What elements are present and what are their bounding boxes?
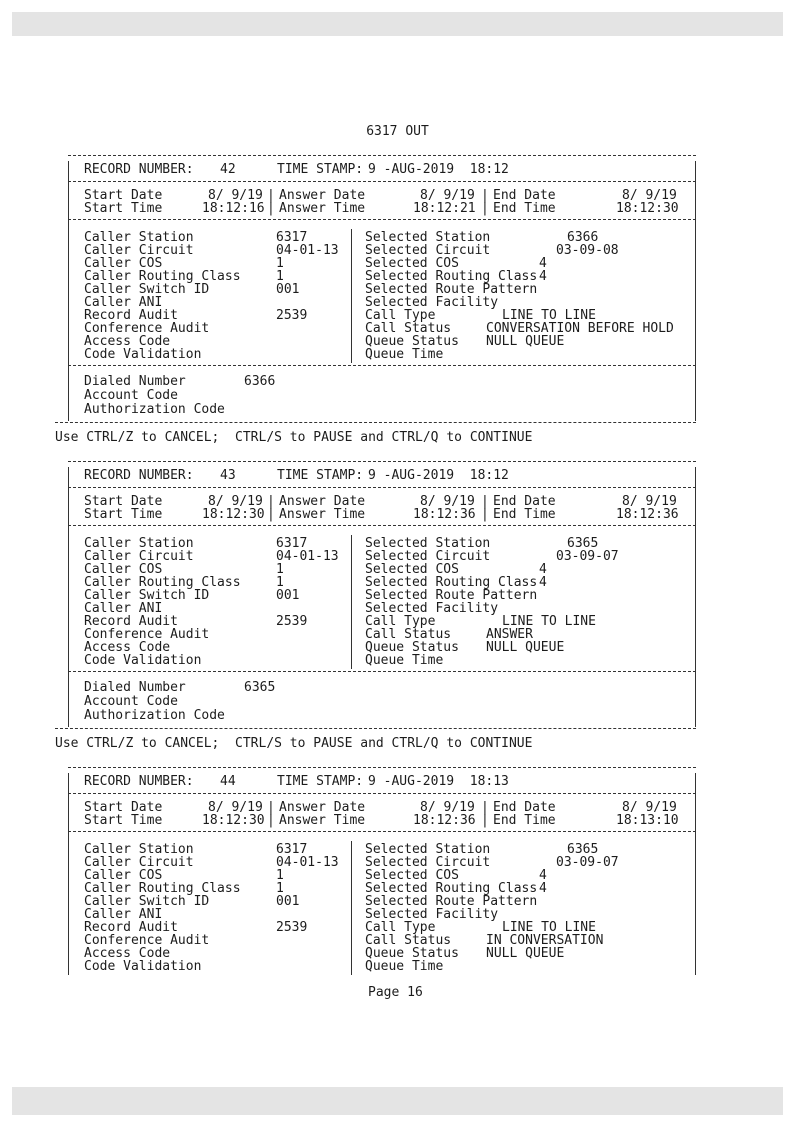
queue-time-label: Queue Time — [365, 959, 444, 974]
record-audit-label: Record Audit — [84, 614, 178, 629]
border-left — [68, 161, 69, 421]
divider — [68, 461, 696, 462]
start-time-label: Start Time — [84, 201, 163, 216]
caller-switch-id-label: Caller Switch ID — [84, 588, 210, 603]
caller-cos-value: 1 — [276, 256, 284, 271]
selected-routing-class-value: 4 — [539, 575, 547, 590]
caller-circuit-label: Caller Circuit — [84, 855, 194, 870]
answer-date-label: Answer Date — [279, 494, 366, 509]
conference-audit-label: Conference Audit — [84, 321, 210, 336]
column-divider — [351, 841, 352, 975]
answer-date-value: 8/ 9/19 — [420, 188, 475, 203]
selected-circuit-label: Selected Circuit — [365, 855, 491, 870]
caller-cos-label: Caller COS — [84, 868, 163, 883]
caller-cos-label: Caller COS — [84, 256, 163, 271]
selected-cos-label: Selected COS — [365, 256, 459, 271]
selected-route-pattern-label: Selected Route Pattern — [365, 894, 538, 909]
selected-circuit-label: Selected Circuit — [365, 243, 491, 258]
caller-station-value: 6317 — [276, 842, 308, 857]
account-code-label: Account Code — [84, 694, 178, 709]
record-number-label: RECORD NUMBER: — [84, 774, 194, 789]
start-time-value: 18:12:30 — [202, 507, 265, 522]
divider — [68, 219, 696, 220]
call-type-label: Call Type — [365, 308, 436, 323]
authorization-code-label: Authorization Code — [84, 402, 225, 417]
call-type-value: LINE TO LINE — [502, 308, 596, 323]
divider — [55, 728, 696, 729]
selected-cos-value: 4 — [539, 256, 547, 271]
column-separator: | — [267, 507, 275, 522]
end-time-label: End Time — [493, 201, 556, 216]
record-number-value: 42 — [220, 162, 236, 177]
selected-routing-class-value: 4 — [539, 881, 547, 896]
caller-routing-class-label: Caller Routing Class — [84, 269, 241, 284]
selected-routing-class-value: 4 — [539, 269, 547, 284]
time-stamp-label: TIME STAMP: — [277, 468, 364, 483]
call-status-value: ANSWER — [486, 627, 533, 642]
caller-circuit-value: 04-01-13 — [276, 243, 339, 258]
end-date-value: 8/ 9/19 — [622, 494, 677, 509]
border-left — [68, 467, 69, 727]
queue-time-label: Queue Time — [365, 653, 444, 668]
column-separator: | — [267, 813, 275, 828]
selected-route-pattern-label: Selected Route Pattern — [365, 282, 538, 297]
caller-cos-value: 1 — [276, 562, 284, 577]
end-date-value: 8/ 9/19 — [622, 800, 677, 815]
time-stamp-label: TIME STAMP: — [277, 774, 364, 789]
caller-station-label: Caller Station — [84, 536, 194, 551]
call-status-label: Call Status — [365, 627, 452, 642]
caller-circuit-label: Caller Circuit — [84, 243, 194, 258]
page-title: 6317 OUT — [366, 124, 429, 139]
queue-status-label: Queue Status — [365, 946, 459, 961]
record-number-value: 43 — [220, 468, 236, 483]
caller-ani-label: Caller ANI — [84, 601, 163, 616]
queue-status-value: NULL QUEUE — [486, 640, 565, 655]
start-date-label: Start Date — [84, 188, 163, 203]
selected-circuit-value: 03-09-07 — [556, 549, 619, 564]
conference-audit-label: Conference Audit — [84, 933, 210, 948]
end-date-label: End Date — [493, 800, 556, 815]
queue-time-label: Queue Time — [365, 347, 444, 362]
time-stamp-value: 9 -AUG-2019 18:12 — [368, 162, 509, 177]
column-separator: | — [267, 188, 275, 203]
end-date-value: 8/ 9/19 — [622, 188, 677, 203]
time-stamp-value: 9 -AUG-2019 18:13 — [368, 774, 509, 789]
call-record — [68, 767, 696, 979]
caller-switch-id-value: 001 — [276, 894, 300, 909]
control-prompt: Use CTRL/Z to CANCEL; CTRL/S to PAUSE and CTRL/Q to CONTINUE — [55, 430, 533, 445]
selected-station-label: Selected Station — [365, 536, 491, 551]
queue-status-label: Queue Status — [365, 334, 459, 349]
start-date-value: 8/ 9/19 — [208, 188, 263, 203]
answer-time-label: Answer Time — [279, 201, 366, 216]
selected-cos-label: Selected COS — [365, 562, 459, 577]
selected-station-label: Selected Station — [365, 230, 491, 245]
caller-routing-class-value: 1 — [276, 881, 284, 896]
column-divider — [351, 229, 352, 363]
caller-ani-label: Caller ANI — [84, 907, 163, 922]
conference-audit-label: Conference Audit — [84, 627, 210, 642]
dialed-number-label: Dialed Number — [84, 680, 186, 695]
call-type-label: Call Type — [365, 920, 436, 935]
selected-facility-label: Selected Facility — [365, 601, 499, 616]
caller-station-label: Caller Station — [84, 230, 194, 245]
answer-time-value: 18:12:21 — [413, 201, 476, 216]
queue-status-label: Queue Status — [365, 640, 459, 655]
call-status-value: CONVERSATION BEFORE HOLD — [486, 321, 674, 336]
selected-cos-value: 4 — [539, 562, 547, 577]
caller-routing-class-label: Caller Routing Class — [84, 881, 241, 896]
dialed-number-value: 6366 — [244, 374, 276, 389]
scan-bottom-margin — [12, 1087, 783, 1115]
selected-route-pattern-label: Selected Route Pattern — [365, 588, 538, 603]
end-time-value: 18:13:10 — [616, 813, 679, 828]
border-right — [695, 161, 696, 421]
call-status-label: Call Status — [365, 321, 452, 336]
queue-status-value: NULL QUEUE — [486, 334, 565, 349]
answer-date-label: Answer Date — [279, 188, 366, 203]
caller-switch-id-label: Caller Switch ID — [84, 894, 210, 909]
caller-station-label: Caller Station — [84, 842, 194, 857]
caller-ani-label: Caller ANI — [84, 295, 163, 310]
selected-facility-label: Selected Facility — [365, 907, 499, 922]
start-time-value: 18:12:30 — [202, 813, 265, 828]
divider — [68, 181, 696, 182]
call-record — [68, 155, 696, 421]
border-left — [68, 773, 69, 975]
dialed-number-label: Dialed Number — [84, 374, 186, 389]
record-number-label: RECORD NUMBER: — [84, 162, 194, 177]
answer-time-label: Answer Time — [279, 507, 366, 522]
record-audit-label: Record Audit — [84, 308, 178, 323]
caller-routing-class-label: Caller Routing Class — [84, 575, 241, 590]
code-validation-label: Code Validation — [84, 959, 202, 974]
selected-routing-class-label: Selected Routing Class — [365, 575, 538, 590]
answer-date-label: Answer Date — [279, 800, 366, 815]
start-time-label: Start Time — [84, 507, 163, 522]
column-separator: | — [481, 800, 489, 815]
end-date-label: End Date — [493, 494, 556, 509]
start-date-label: Start Date — [84, 800, 163, 815]
column-separator: | — [481, 201, 489, 216]
column-separator: | — [481, 507, 489, 522]
caller-cos-label: Caller COS — [84, 562, 163, 577]
control-prompt: Use CTRL/Z to CANCEL; CTRL/S to PAUSE and CTRL/Q to CONTINUE — [55, 736, 533, 751]
selected-facility-label: Selected Facility — [365, 295, 499, 310]
selected-routing-class-label: Selected Routing Class — [365, 269, 538, 284]
caller-station-value: 6317 — [276, 536, 308, 551]
call-type-value: LINE TO LINE — [502, 920, 596, 935]
caller-routing-class-value: 1 — [276, 269, 284, 284]
call-status-label: Call Status — [365, 933, 452, 948]
scan-top-margin — [12, 12, 783, 36]
access-code-label: Access Code — [84, 946, 171, 961]
selected-circuit-label: Selected Circuit — [365, 549, 491, 564]
end-time-label: End Time — [493, 813, 556, 828]
start-date-label: Start Date — [84, 494, 163, 509]
divider — [68, 365, 696, 366]
dialed-number-value: 6365 — [244, 680, 276, 695]
start-date-value: 8/ 9/19 — [208, 494, 263, 509]
caller-switch-id-value: 001 — [276, 588, 300, 603]
column-separator: | — [481, 813, 489, 828]
column-separator: | — [481, 494, 489, 509]
column-separator: | — [267, 800, 275, 815]
end-time-value: 18:12:30 — [616, 201, 679, 216]
divider — [68, 155, 696, 156]
record-audit-value: 2539 — [276, 308, 308, 323]
access-code-label: Access Code — [84, 640, 171, 655]
border-right — [695, 467, 696, 727]
answer-time-value: 18:12:36 — [413, 813, 476, 828]
divider — [68, 793, 696, 794]
record-number-value: 44 — [220, 774, 236, 789]
column-separator: | — [481, 188, 489, 203]
call-type-value: LINE TO LINE — [502, 614, 596, 629]
selected-station-value: 6365 — [567, 842, 599, 857]
record-number-label: RECORD NUMBER: — [84, 468, 194, 483]
call-type-label: Call Type — [365, 614, 436, 629]
divider — [68, 831, 696, 832]
border-right — [695, 773, 696, 975]
call-status-value: IN CONVERSATION — [486, 933, 604, 948]
selected-cos-label: Selected COS — [365, 868, 459, 883]
time-stamp-label: TIME STAMP: — [277, 162, 364, 177]
selected-circuit-value: 03-09-07 — [556, 855, 619, 870]
caller-routing-class-value: 1 — [276, 575, 284, 590]
selected-routing-class-label: Selected Routing Class — [365, 881, 538, 896]
page-number: Page 16 — [368, 985, 423, 1000]
code-validation-label: Code Validation — [84, 347, 202, 362]
time-stamp-value: 9 -AUG-2019 18:12 — [368, 468, 509, 483]
divider — [68, 767, 696, 768]
selected-station-value: 6366 — [567, 230, 599, 245]
start-date-value: 8/ 9/19 — [208, 800, 263, 815]
selected-circuit-value: 03-09-08 — [556, 243, 619, 258]
column-separator: | — [267, 201, 275, 216]
end-date-label: End Date — [493, 188, 556, 203]
answer-date-value: 8/ 9/19 — [420, 800, 475, 815]
answer-time-value: 18:12:36 — [413, 507, 476, 522]
code-validation-label: Code Validation — [84, 653, 202, 668]
selected-station-label: Selected Station — [365, 842, 491, 857]
caller-switch-id-value: 001 — [276, 282, 300, 297]
call-record — [68, 461, 696, 727]
selected-station-value: 6365 — [567, 536, 599, 551]
answer-date-value: 8/ 9/19 — [420, 494, 475, 509]
divider — [68, 525, 696, 526]
record-audit-value: 2539 — [276, 920, 308, 935]
account-code-label: Account Code — [84, 388, 178, 403]
access-code-label: Access Code — [84, 334, 171, 349]
answer-time-label: Answer Time — [279, 813, 366, 828]
start-time-label: Start Time — [84, 813, 163, 828]
caller-circuit-value: 04-01-13 — [276, 855, 339, 870]
column-divider — [351, 535, 352, 669]
end-time-value: 18:12:36 — [616, 507, 679, 522]
queue-status-value: NULL QUEUE — [486, 946, 565, 961]
caller-cos-value: 1 — [276, 868, 284, 883]
divider — [68, 671, 696, 672]
column-separator: | — [267, 494, 275, 509]
selected-cos-value: 4 — [539, 868, 547, 883]
caller-station-value: 6317 — [276, 230, 308, 245]
authorization-code-label: Authorization Code — [84, 708, 225, 723]
record-audit-value: 2539 — [276, 614, 308, 629]
caller-switch-id-label: Caller Switch ID — [84, 282, 210, 297]
divider — [55, 422, 696, 423]
divider — [68, 487, 696, 488]
end-time-label: End Time — [493, 507, 556, 522]
caller-circuit-value: 04-01-13 — [276, 549, 339, 564]
record-audit-label: Record Audit — [84, 920, 178, 935]
caller-circuit-label: Caller Circuit — [84, 549, 194, 564]
start-time-value: 18:12:16 — [202, 201, 265, 216]
